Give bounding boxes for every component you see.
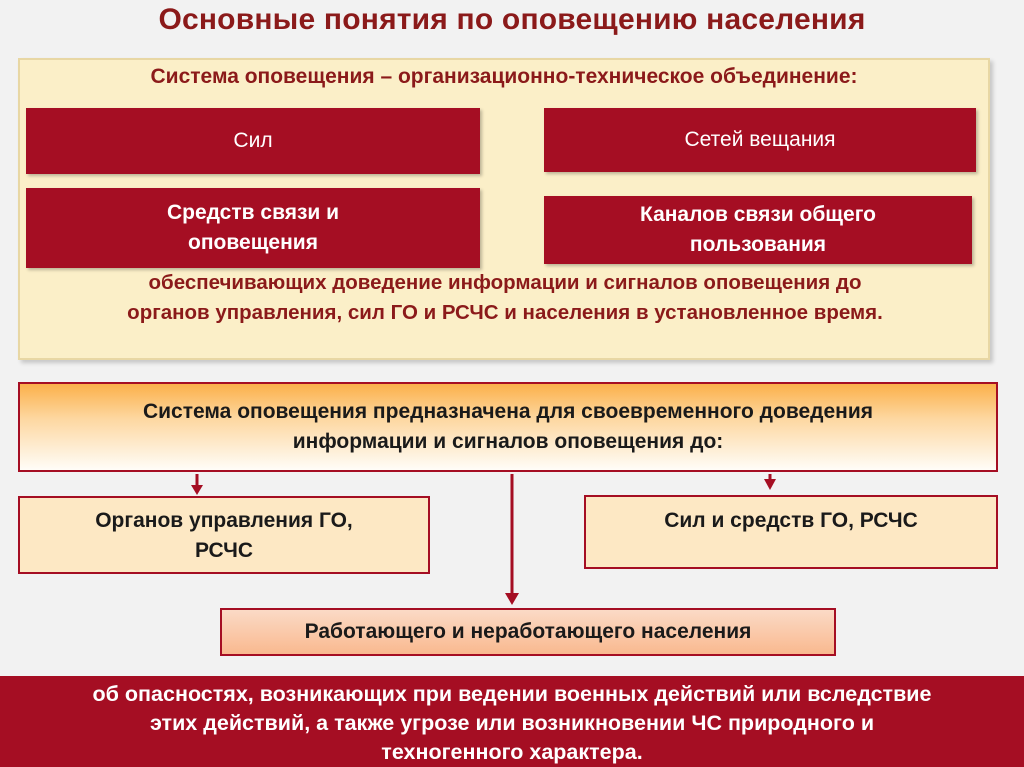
arrow-head-left (191, 485, 203, 495)
page-title: Основные понятия по оповещению населения (158, 3, 866, 36)
component-communication-means: Средств связи и оповещения (26, 188, 480, 268)
recipient-governing-bodies: Органов управления ГО, РСЧС (18, 496, 430, 574)
definition-heading: Система оповещения – организационно-техническое объединение: (150, 65, 858, 88)
definition-description: обеспечивающих доведение информации и сигналов оповещения до органов управления, сил ГО и РСЧС и населения в установленное время. (127, 271, 883, 324)
arrow-head-center (505, 593, 519, 605)
purpose-statement: Система оповещения предназначена для своевременного доведения информации и сигналов оповещения до: (18, 382, 998, 472)
footer-banner: об опасностях, возникающих при ведении военных действий или вследствие этих действий, а также угрозе или возникновении ЧС природного и техногенного характера. (0, 676, 1024, 767)
component-public-channels: Каналов связи общего пользования (544, 196, 972, 264)
recipient-forces-means: Сил и средств ГО, РСЧС (584, 495, 998, 569)
component-forces: Сил (26, 108, 480, 174)
arrow-head-right (764, 479, 776, 490)
component-broadcast-networks: Сетей вещания (544, 108, 976, 172)
recipient-population: Работающего и неработающего населения (220, 608, 836, 656)
